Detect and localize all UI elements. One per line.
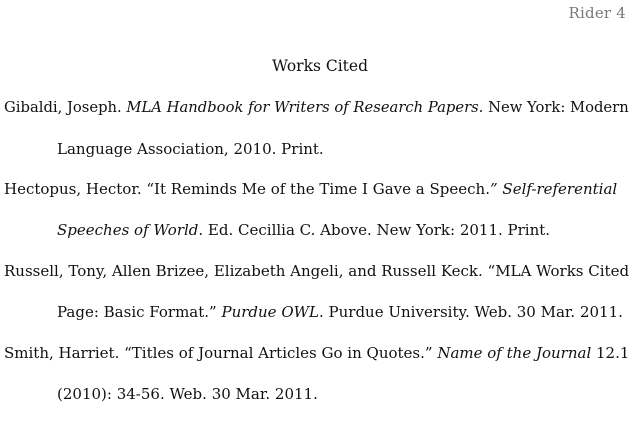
citation-italic-text: ” Self-referential	[489, 180, 618, 198]
citation-italic-text: Purdue OWL	[221, 303, 319, 321]
citation-text: . Purdue University. Web. 30 Mar. 2011.	[319, 303, 623, 321]
citation-line	[4, 180, 617, 198]
citation-italic-text: Name of the Journal	[437, 344, 592, 362]
citation-text: Gibaldi, Joseph.	[4, 99, 127, 116]
citation-text: Language Association, 2010. Print.	[57, 140, 324, 158]
citation-text: 12.1	[591, 344, 630, 362]
citation-line-continued	[57, 140, 324, 158]
citation-line	[4, 262, 629, 280]
citation-text: . Ed. Cecillia C. Above. New York: 2011. Print.	[198, 221, 551, 239]
citation-line-continued	[57, 221, 550, 239]
citation-italic-text: MLA Handbook for Writers of Research Papers.	[126, 99, 484, 116]
citation-italic-text: Speeches of World	[57, 221, 199, 239]
running-head: Rider 4	[568, 4, 626, 22]
citation-text: Smith, Harriet. “Titles of Journal Articles Go in Quotes.”	[4, 344, 438, 362]
citation-text: (2010): 34-56. Web. 30 Mar. 2011.	[57, 385, 318, 403]
citation-line	[4, 99, 629, 116]
citation-text: New York: Modern	[483, 99, 629, 116]
page-title: Works Cited	[271, 57, 369, 75]
citation-text: Russell, Tony, Allen Brizee, Elizabeth Angeli, and Russell Keck. “MLA Works Cited	[4, 262, 630, 280]
citation-text: Page: Basic Format.”	[57, 303, 222, 321]
citation-text: Hectopus, Hector. “It Reminds Me of the Time I Gave a Speech.	[4, 180, 490, 198]
citation-line	[4, 344, 629, 362]
citation-line-continued	[57, 303, 623, 321]
citation-line-continued	[57, 385, 318, 403]
